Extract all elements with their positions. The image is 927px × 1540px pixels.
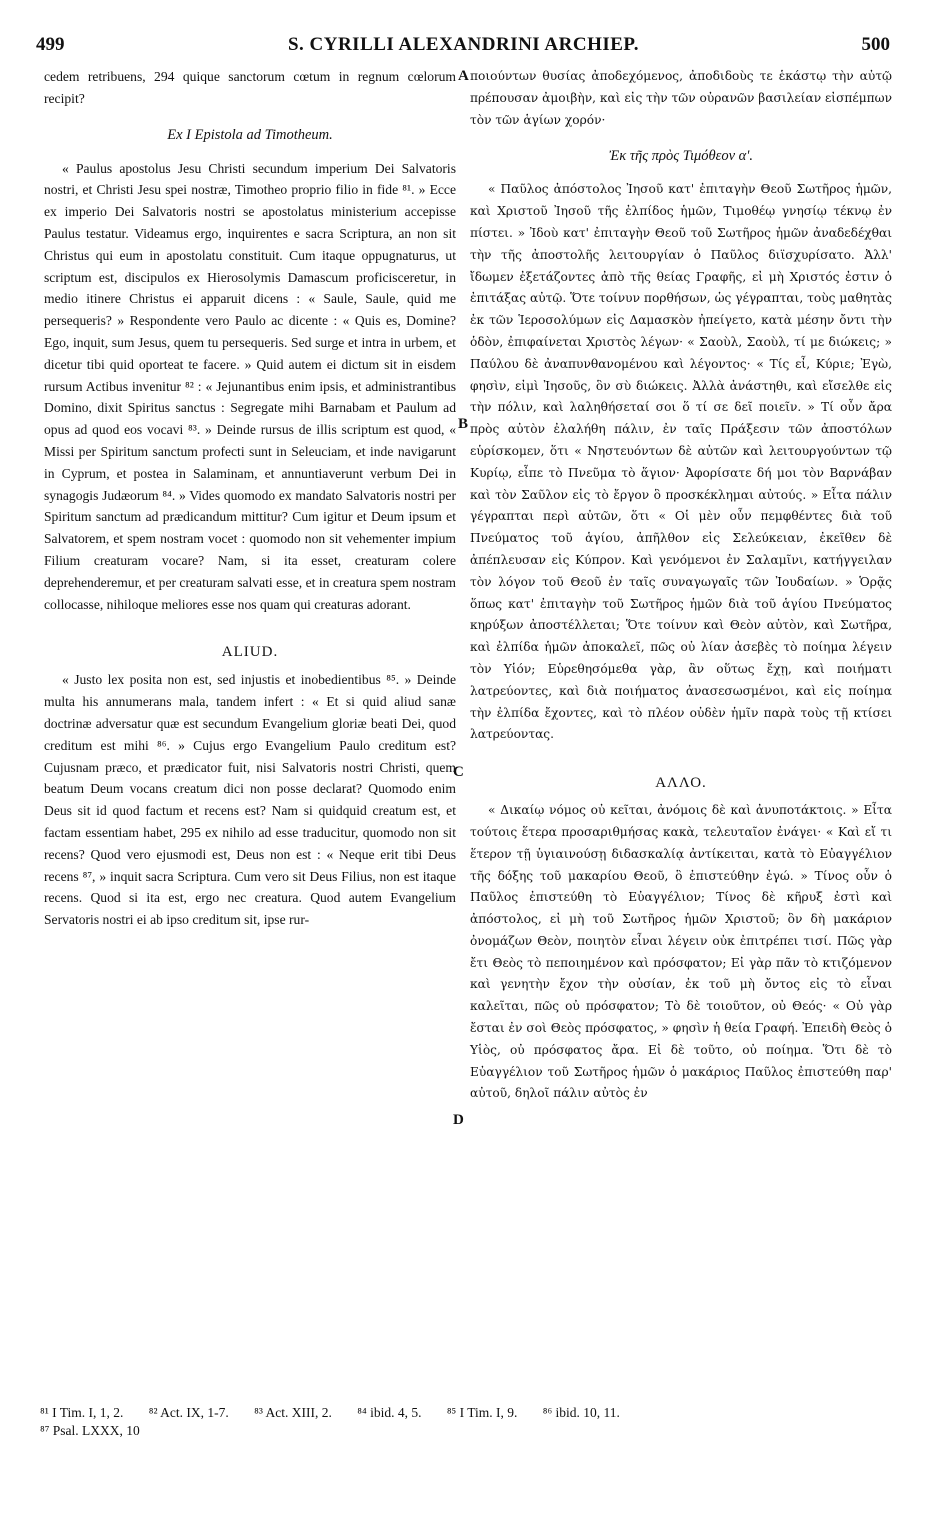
running-title: S. CYRILLI ALEXANDRINI ARCHIEP. [287, 34, 640, 55]
footnote-85: ⁸⁵ I Tim. I, 9. [446, 1405, 518, 1420]
margin-marker-c: C [453, 764, 464, 780]
page-number-left: 499 [36, 34, 65, 55]
footnotes [40, 1404, 892, 1440]
greek-allo-heading: ΑΛΛΟ. [655, 775, 707, 792]
latin-section-heading: Ex I Epistola ad Timotheum. [167, 126, 333, 143]
latin-aliud-heading: ALIUD. [221, 644, 279, 661]
greek-paragraph-2: « Δικαίῳ νόμος οὐ κεῖται, ἀνόμοις δὲ καὶ ἀνυποτάκτοις. » Εἶτα τούτοις ἕτερα προσαριθμήσας κακὰ, τελευταῖον ἐνάγει· « Καὶ εἴ τι ἕτερον τῇ ὑγιαινούσῃ διδασκαλίᾳ ἀντίκειται, κατὰ τὸ Εὐαγγέλιον τῆς δόξης τοῦ μακαρίου Θεοῦ, ὃ ἐπιστεύθην ἐγώ. » Τίνος οὖν ὁ Παῦλος ἐπιστεύθη τὸ Εὐαγγέλιον; Τίνος δὲ κῆρυξ ἐστὶ καὶ ἀπόστολος, εἰ μὴ τοῦ Σωτῆρος ἡμῶν Χριστοῦ; ὃν δὴ μακάριον ὀνομάζων Θεὸν, ποιητὸν εἶναι λέγειν οὐκ ἐπιτρέπει τισί. Πῶς γὰρ ἔτι Θεὸς τὸ πεποιημένον καὶ πρόσφατον; Εἰ γὰρ πᾶν τὸ κτιζόμενον καὶ γενητὴν ἔχον τὴν οὐσίαν, ἐκ τοῦ μὴ ὄντος εἰς τὸ εἶναι καλεῖται, πῶς οὐ πρόσφατον; Τὸ δὲ τοιοῦτον, οὐ Θεός· « Οὐ γὰρ ἔσται ἐν σοὶ Θεὸς πρόσφατος, » φησὶν ἡ θεία Γραφή. Ἐπειδὴ Θεὸς ὁ Υἱὸς, οὐ πρόσφατος ἄρα. Εἰ δὲ τοῦτο, οὐ ποίημα. Ὅτι δὲ τὸ Εὐαγγέλιον τοῦ Σωτῆρος ἡμῶν ὁ μακάριος Παῦλος ἐπιστεύθη παρ' αὐτοῦ, δηλοῖ πάλιν αὐτὸς ἐν [470, 803, 892, 1101]
page-number-right: 500 [861, 34, 890, 55]
footnote-84: ⁸⁴ ibid. 4, 5. [357, 1405, 422, 1420]
footnote-87: ⁸⁷ Psal. LXXX, 10 [40, 1423, 140, 1438]
latin-intro: cedem retribuens, 294 quique sanctorum cœtum in regnum cœlorum recipit? [44, 69, 456, 106]
greek-paragraph-1: « Παῦλος ἀπόστολος Ἰησοῦ κατ' ἐπιταγὴν Θεοῦ Σωτῆρος ἡμῶν, καὶ Χριστοῦ Ἰησοῦ τῆς ἐλπίδος ἡμῶν, Τιμοθέῳ γνησίῳ τέκνῳ ἐν πίστει. » Ἰδοὺ κατ' ἐπιταγὴν Θεοῦ τοῦ Σωτῆρος ἡμῶν ἀναδεδέχθαι τὴν τῆς ἀποστολῆς λειτουργίαν ὁ Παῦλος διϊσχυρίσατο. Ἀλλ' ἴδωμεν ἐξετάζοντες ἀπὸ τῆς θείας Γραφῆς, εἰ μὴ Χριστός ἐστιν ὁ ἐπιτάξας αὐτῷ. Ὅτε τοίνυν πορθήσων, ὡς γέγραπται, τοὺς μαθητὰς ἐκ τῶν Ἱεροσολύμων εἰς Δαμασκὸν ἠπείγετο, κατὰ μέσην ὄντι τὴν ὁδὸν, ἐπιφαίνεται Χριστὸς λέγων· « Σαοὺλ, Σαοὺλ, τί με διώκεις; » Παύλου δὲ ἀναπυνθανομένου καὶ λέγοντος· « Τίς εἶ, Κύριε; Ἐγὼ, φησὶν, εἰμὶ Ἰησοῦς, ὃν σὺ διώκεις. Ἀλλὰ ἀνάστηθι, καὶ εἴσελθε εἰς τὴν πόλιν, καὶ λαληθήσεταί σοι ὅ τί σε δεῖ ποιεῖν. » Τί οὖν ἄρα πρὸς αὐτὸν ἐλαλήθη πάλιν, ἐν ταῖς Πράξεσιν τῶν ἀποστόλων εὑρίσκομεν, ὅτι « Νηστευόντων δὲ αὐτῶν καὶ λειτουργούντων τῷ Κυρίῳ, εἶπε τὸ Πνεῦμα τὸ ἅγιον· Ἀφορίσατε δή μοι τὸν Βαρνάβαν καὶ τὸν Σαῦλον εἰς τὸ ἔργον ὃ προσκέκλημαι αὐτούς. » Εἶτα πάλιν γέγραπται περὶ αὐτῶν, ὅτι « Οἱ μὲν οὖν πεμφθέντες διὰ τοῦ Πνεύματος τοῦ ἁγίου, ἀπῆλθον εἰς Σελεύκειαν, ἐκεῖθεν δὲ ἀπέπλευσαν εἰς Κύπρον. Καὶ γενόμενοι ἐν Σαλαμῖνι, κατήγγειλαν τὸν λόγον τοῦ Θεοῦ ἐν ταῖς συναγωγαῖς τῶν Ἰουδαίων. » Ὁρᾷς ὅπως κατ' ἐπιταγὴν τοῦ Σωτῆρος ἡμῶν διὰ τοῦ ἁγίου Πνεύματος κηρύξων ἀποστέλλεται; Ὅτε τοίνυν καὶ Θεὸν αὐτὸν, καὶ Σωτῆρα, καὶ ἐλπίδα ἡμῶν ἀποκαλεῖ, πῶς οὐ λίαν ἀσεβὲς τὸ ποίημα λέγειν τὸν Υἱόν; Εὑρεθησόμεθα γὰρ, ἂν οὕτως ἔχῃ, καὶ ποιήματι λατρεύοντες, καὶ διὰ ποιήματος ἀνασεσωσμένοι, καὶ εἰς ποίημα τὴν ἐλπίδα ἔχοντες, καὶ τὸ πλέον οὐδὲν ἡμῖν παρὰ τοὺς τῇ κτίσει λατρεύοντας. [470, 182, 892, 742]
greek-section-heading: Ἐκ τῆς πρὸς Τιμόθεον α'. [608, 148, 754, 165]
margin-marker-b: B [458, 416, 469, 432]
footnote-86: ⁸⁶ ibid. 10, 11. [542, 1405, 620, 1420]
running-header [0, 28, 927, 58]
greek-column [470, 66, 892, 1105]
latin-paragraph-2: « Justo lex posita non est, sed injustis et inobedientibus ⁸⁵. » Deinde multa his annumerans mala, tandem infert : « Et si quid aliud sanæ doctrinæ adversatur quæ est secundum Evangelium gloriæ beati Dei, quod creditum est mihi ⁸⁶. » Cujus ergo Evangelium Paulo creditum est? Cujusnam præco, et prædicator fuit, nisi Salvatoris nostri Christi, quem beatum Deum vocans creatum dici non posse declarat? Quomodo enim Deus sit id quod factum et recens est? Nam si quidquid creatum est, et factam essentiam habet, 295 ex nihilo ad esse traducitur, quomodo non sit recens? Quod vero ejusmodi est, Deus non est : « Neque erit tibi Deus recens ⁸⁷, » inquit sacra Scriptura. Cum vero sit Deus Filius, non est itaque recens. Quod si ita est, ergo nec creatura. Quod autem Evangelium Servatoris nostri ei ab ipso creditum sit, ipse rur- [44, 672, 456, 928]
latin-paragraph-1: « Paulus apostolus Jesu Christi secundum imperium Dei Salvatoris nostri, et Christi Jesu spei nostræ, Timotheo proprio filio in fide ⁸¹. » Ecce ex imperio Dei Salvatoris nostri se apostolatus ministerium accepisse Paulus testatur. Videamus ergo, inquirentes e sacra Scriptura, an non sit Christus qui eum in apostolatu constituit. Cum itaque oppugnaturus, ut scriptum est, discipulos ex Hierosolymis Damascum proficisceretur, in medio itinere Christus ei apparuit dicens : « Saule, Saule, quid me persequeris? » Respondente vero Paulo ac dicente : « Quis es, Domine? Ego, inquit, sum Jesus, quem tu persequeris. Sed surge et intra in urbem, et dicetur tibi quid oporteat te facere. » Quid autem ei dictum sit in eisdem rursum Actibus invenitur ⁸² : « Jejunantibus enim ipsis, et administrantibus Domino, dixit Spiritus sanctus : Segregate mihi Barnabam et Paulum ad opus ad quod eos vocavi ⁸³. » Deinde rursus de illis scriptum est quod, « Missi per Spiritum sanctum profecti sunt in Seleuciam, et inde navigarunt in Cyprum, et postea in Salaminam, et annuntiaverunt verbum Dei in synagogis Judæorum ⁸⁴. » Vides quomodo ex mandato Salvatoris nostri per Spiritum sanctum ad prædicandum mittitur? Cum igitur et Deum ipsum et Salvatorem, et spem nostram vocet : quomodo non sit vehementer impium Filium creaturam vocare? Nam, si ita esset, creaturam colere deprehenderemur, et per creaturam salvati esse, et in creatura spem nostram collocasse, nihiloque meliores esse nos quam qui creaturas adorant. [44, 160, 456, 612]
footnote-82: ⁸² Act. IX, 1-7. [148, 1405, 229, 1420]
latin-column [44, 66, 456, 931]
margin-marker-a: A [458, 68, 469, 84]
footnote-81: ⁸¹ I Tim. I, 1, 2. [40, 1405, 124, 1420]
greek-intro: ποιούντων θυσίας ἀποδεχόμενος, ἀποδιδοὺς τε ἑκάστῳ τὴν αὐτῷ πρέπουσαν ἀμοιβὴν, καὶ εἰς τὴν τῶν οὐρανῶν βασιλείαν εἰσπέμπων τὸν τῶν ἁγίων χορόν· [470, 69, 892, 127]
footnote-83: ⁸³ Act. XIII, 2. [254, 1405, 332, 1420]
margin-marker-d: D [453, 1112, 464, 1128]
